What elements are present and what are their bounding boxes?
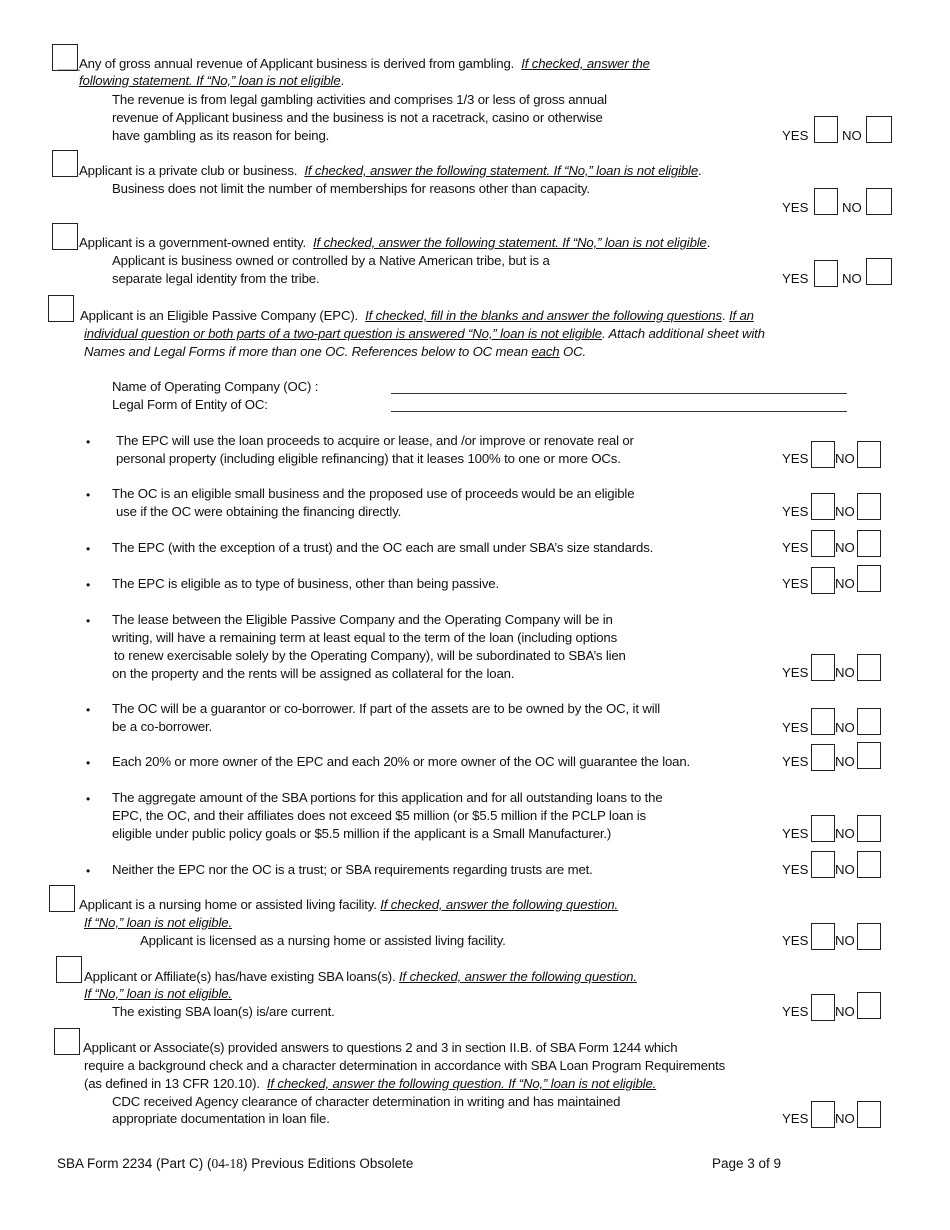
gambling-no-checkbox[interactable]	[866, 116, 892, 143]
bullet: •	[86, 614, 91, 628]
epc-instruction: Names and Legal Forms if more than one OC. References below to OC mean each OC.	[84, 344, 586, 359]
epc-question-line: Neither the EPC nor the OC is a trust; or SBA requirements regarding trusts are met.	[112, 862, 593, 877]
yes-label: YES	[782, 754, 809, 769]
epc-q5-no-checkbox[interactable]	[857, 654, 881, 681]
associates-line: require a background check and a character determination in accordance with SBA Loan Program Requirements	[84, 1058, 726, 1073]
yes-label: YES	[782, 128, 809, 143]
associates-yes-checkbox[interactable]	[811, 1101, 835, 1128]
no-label: NO	[835, 933, 855, 948]
bullet: •	[86, 578, 91, 592]
bullet: •	[86, 756, 91, 770]
no-label: NO	[835, 1111, 855, 1126]
epc-q8-yes-checkbox[interactable]	[811, 815, 835, 842]
epc-q3-no-checkbox[interactable]	[857, 530, 881, 557]
no-label: NO	[835, 540, 855, 555]
yes-label: YES	[782, 665, 809, 680]
associates-question-line: appropriate documentation in loan file.	[112, 1111, 330, 1126]
government-yes-checkbox[interactable]	[814, 260, 838, 287]
no-label: NO	[835, 826, 855, 841]
no-label: NO	[835, 1004, 855, 1019]
no-label: NO	[835, 576, 855, 591]
private-club-statement: Business does not limit the number of memberships for reasons other than capacity.	[112, 181, 590, 196]
epc-question-line: EPC, the OC, and their affiliates does not exceed $5 million (or $5.5 million if the PCLP loan is	[112, 808, 646, 823]
associates-no-checkbox[interactable]	[857, 1101, 881, 1128]
epc-instruction: individual question or both parts of a two-part question is answered “No,” loan is not eligible. Attach additional sheet with	[84, 326, 765, 341]
nursing-question: Applicant is licensed as a nursing home or assisted living facility.	[140, 933, 506, 948]
bullet: •	[86, 792, 91, 806]
no-label: NO	[835, 665, 855, 680]
private-club-checkbox[interactable]	[52, 150, 78, 177]
epc-question-line: personal property (including eligible refinancing) that it leases 100% to one or more OCs.	[116, 451, 621, 466]
epc-q9-no-checkbox[interactable]	[857, 851, 881, 878]
form-footer: SBA Form 2234 (Part C) (04-18) Previous Editions Obsolete	[57, 1156, 414, 1171]
nursing-no-checkbox[interactable]	[857, 923, 881, 950]
associates-line: Applicant or Associate(s) provided answers to questions 2 and 3 in section II.B. of SBA Form 1244 which	[83, 1040, 678, 1055]
associates-line: (as defined in 13 CFR 120.10). If checked, answer the following question. If “No,” loan is not eligible.	[84, 1076, 657, 1091]
epc-q6-yes-checkbox[interactable]	[811, 708, 835, 735]
nursing-title: Applicant is a nursing home or assisted living facility. If checked, answer the following question.	[79, 897, 619, 912]
yes-label: YES	[782, 720, 809, 735]
private-club-title: Applicant is a private club or business. If checked, answer the following statement. If “No,” loan is not eligible.	[79, 163, 702, 178]
epc-question-line: The EPC (with the exception of a trust) and the OC each are small under SBA’s size standards.	[112, 540, 654, 555]
yes-label: YES	[782, 200, 809, 215]
private-club-no-checkbox[interactable]	[866, 188, 892, 215]
nursing-yes-checkbox[interactable]	[811, 923, 835, 950]
no-label: NO	[835, 754, 855, 769]
no-label: NO	[842, 200, 862, 215]
existing-loans-instruction: If “No,” loan is not eligible.	[84, 986, 232, 1001]
epc-q9-yes-checkbox[interactable]	[811, 851, 835, 878]
no-label: NO	[835, 504, 855, 519]
gambling-instruction: following statement. If “No,” loan is not eligible.	[79, 73, 345, 88]
bullet: •	[86, 542, 91, 556]
yes-label: YES	[782, 862, 809, 877]
existing-loans-yes-checkbox[interactable]	[811, 994, 835, 1021]
bullet: •	[86, 488, 91, 502]
gambling-statement-line: revenue of Applicant business and the business is not a racetrack, casino or otherwise	[112, 110, 603, 125]
gambling-statement-line: The revenue is from legal gambling activities and comprises 1/3 or less of gross annual	[112, 92, 607, 107]
epc-question-line: writing, will have a remaining term at least equal to the term of the loan (including options	[112, 630, 618, 645]
oc-form-label: Legal Form of Entity of OC:	[112, 397, 268, 412]
yes-label: YES	[782, 1111, 809, 1126]
epc-q2-no-checkbox[interactable]	[857, 493, 881, 520]
associates-question-line: CDC received Agency clearance of character determination in writing and has maintained	[112, 1094, 621, 1109]
no-label: NO	[842, 128, 862, 143]
epc-question-line: The OC is an eligible small business and the proposed use of proceeds would be an eligible	[112, 486, 635, 501]
epc-q4-no-checkbox[interactable]	[857, 565, 881, 592]
yes-label: YES	[782, 504, 809, 519]
bullet: •	[86, 864, 91, 878]
existing-loans-checkbox[interactable]	[56, 956, 82, 983]
epc-q6-no-checkbox[interactable]	[857, 708, 881, 735]
no-label: NO	[842, 271, 862, 286]
yes-label: YES	[782, 576, 809, 591]
yes-label: YES	[782, 826, 809, 841]
oc-name-field[interactable]	[391, 393, 847, 394]
epc-question-line: The lease between the Eligible Passive Company and the Operating Company will be in	[112, 612, 613, 627]
gambling-title: Any of gross annual revenue of Applicant business is derived from gambling. If checked, answer the	[79, 56, 650, 71]
epc-question-line: The OC will be a guarantor or co-borrower. If part of the assets are to be owned by the OC, it will	[112, 701, 661, 716]
government-statement-line: Applicant is business owned or controlled by a Native American tribe, but is a	[112, 253, 550, 268]
blank-line: ___	[58, 56, 80, 71]
epc-question-line: eligible under public policy goals or $5.5 million if the applicant is a Small Manufacturer.)	[112, 826, 612, 841]
gambling-yes-checkbox[interactable]	[814, 116, 838, 143]
nursing-checkbox[interactable]	[49, 885, 75, 912]
epc-q8-no-checkbox[interactable]	[857, 815, 881, 842]
yes-label: YES	[782, 540, 809, 555]
epc-question-line: The aggregate amount of the SBA portions for this application and for all outstanding loans to the	[112, 790, 663, 805]
no-label: NO	[835, 862, 855, 877]
no-label: NO	[835, 451, 855, 466]
epc-question-line: The EPC will use the loan proceeds to acquire or lease, and /or improve or renovate real or	[116, 433, 634, 448]
gambling-statement-line: have gambling as its reason for being.	[112, 128, 330, 143]
government-title: Applicant is a government-owned entity. If checked, answer the following statement. If “No,” loan is not eligible.	[79, 235, 711, 250]
government-checkbox[interactable]	[52, 223, 78, 250]
yes-label: YES	[782, 271, 809, 286]
bullet: •	[86, 435, 91, 449]
yes-label: YES	[782, 1004, 809, 1019]
epc-q5-yes-checkbox[interactable]	[811, 654, 835, 681]
epc-q2-yes-checkbox[interactable]	[811, 493, 835, 520]
epc-title: Applicant is an Eligible Passive Company (EPC). If checked, fill in the blanks and answer the following questions. If an	[80, 308, 754, 323]
epc-q3-yes-checkbox[interactable]	[811, 530, 835, 557]
epc-question-line: The EPC is eligible as to type of business, other than being passive.	[112, 576, 499, 591]
oc-name-label: Name of Operating Company (OC) :	[112, 379, 319, 394]
epc-question-line: use if the OC were obtaining the financing directly.	[116, 504, 402, 519]
government-statement-line: separate legal identity from the tribe.	[112, 271, 320, 286]
epc-q1-yes-checkbox[interactable]	[811, 441, 835, 468]
government-no-checkbox[interactable]	[866, 258, 892, 285]
oc-form-field[interactable]	[391, 411, 847, 412]
existing-loans-no-checkbox[interactable]	[857, 992, 881, 1019]
existing-loans-question: The existing SBA loan(s) is/are current.	[112, 1004, 335, 1019]
private-club-yes-checkbox[interactable]	[814, 188, 838, 215]
page-number: Page 3 of 9	[712, 1156, 782, 1171]
epc-checkbox[interactable]	[48, 295, 74, 322]
epc-q7-yes-checkbox[interactable]	[811, 744, 835, 771]
no-label: NO	[835, 720, 855, 735]
nursing-instruction: If “No,” loan is not eligible.	[84, 915, 232, 930]
epc-q7-no-checkbox[interactable]	[857, 742, 881, 769]
epc-question-line: be a co-borrower.	[112, 719, 213, 734]
epc-q1-no-checkbox[interactable]	[857, 441, 881, 468]
epc-question-line: on the property and the rents will be assigned as collateral for the loan.	[112, 666, 515, 681]
yes-label: YES	[782, 451, 809, 466]
yes-label: YES	[782, 933, 809, 948]
epc-q4-yes-checkbox[interactable]	[811, 567, 835, 594]
associates-checkbox[interactable]	[54, 1028, 80, 1055]
bullet: •	[86, 703, 91, 717]
epc-question-line: Each 20% or more owner of the EPC and each 20% or more owner of the OC will guarantee the loan.	[112, 754, 691, 769]
existing-loans-title: Applicant or Affiliate(s) has/have existing SBA loans(s). If checked, answer the following question.	[84, 969, 637, 984]
epc-question-line: to renew exercisable solely by the Operating Company), will be subordinated to SBA’s lien	[114, 648, 626, 663]
